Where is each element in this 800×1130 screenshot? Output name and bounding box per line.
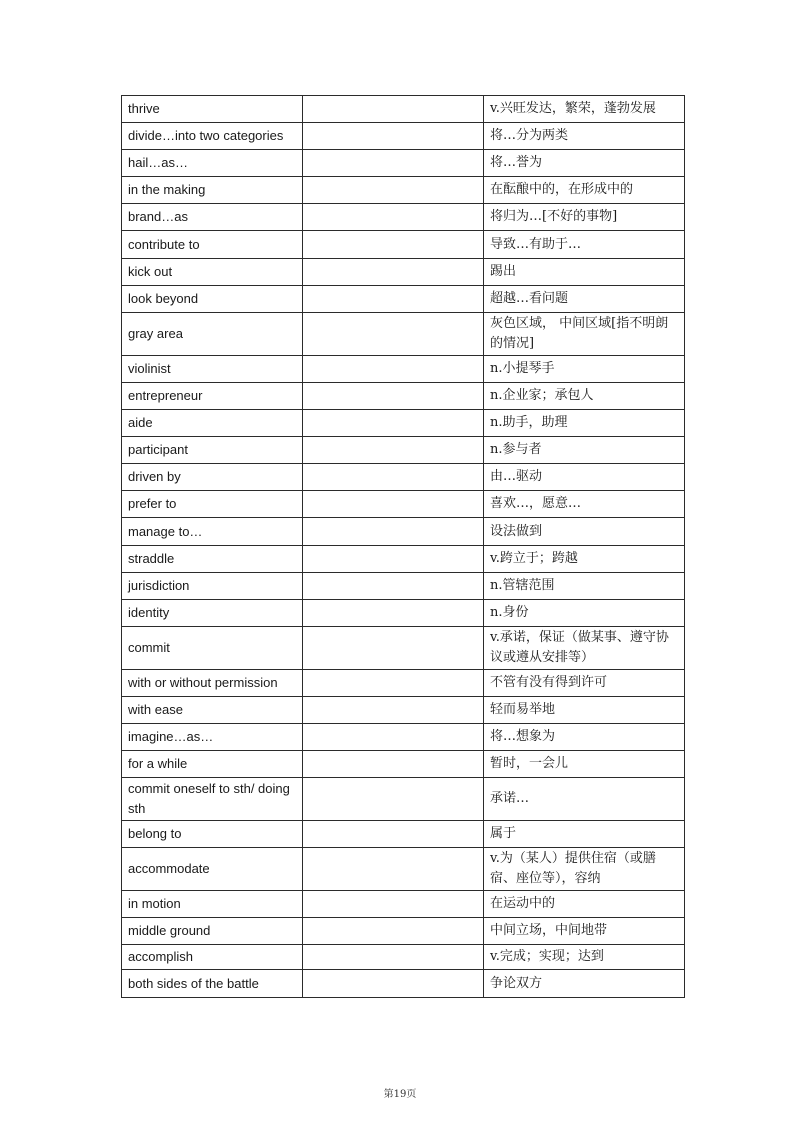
chinese-translation: 喜欢…，愿意… [484, 491, 685, 518]
vocabulary-table [121, 95, 685, 998]
chinese-translation: 超越…看问题 [484, 286, 685, 313]
table-row [122, 751, 685, 778]
english-term: driven by [122, 464, 303, 491]
chinese-translation: 灰色区域， 中间区域[指不明朗的情况] [484, 313, 685, 356]
blank-cell [303, 150, 484, 177]
chinese-translation: n.企业家；承包人 [484, 383, 685, 410]
table-row [122, 918, 685, 945]
english-term: manage to… [122, 518, 303, 546]
chinese-translation: 不管有没有得到许可 [484, 670, 685, 697]
english-term: prefer to [122, 491, 303, 518]
table-row [122, 150, 685, 177]
blank-cell [303, 383, 484, 410]
table-row [122, 546, 685, 573]
table-row [122, 231, 685, 259]
table-row [122, 356, 685, 383]
table-row [122, 627, 685, 670]
english-term: identity [122, 600, 303, 627]
table-row [122, 313, 685, 356]
table-row [122, 821, 685, 848]
blank-cell [303, 945, 484, 970]
blank-cell [303, 96, 484, 123]
blank-cell [303, 670, 484, 697]
table-row [122, 383, 685, 410]
chinese-translation: n.小提琴手 [484, 356, 685, 383]
chinese-translation: 导致…有助于… [484, 231, 685, 259]
english-term: contribute to [122, 231, 303, 259]
blank-cell [303, 627, 484, 670]
english-term: both sides of the battle [122, 970, 303, 998]
english-term: violinist [122, 356, 303, 383]
blank-cell [303, 259, 484, 286]
table-row [122, 123, 685, 150]
table-row [122, 177, 685, 204]
chinese-translation: v.承诺，保证（做某事、遵守协议或遵从安排等） [484, 627, 685, 670]
blank-cell [303, 848, 484, 891]
english-term: in the making [122, 177, 303, 204]
chinese-translation: 将…想象为 [484, 724, 685, 751]
blank-cell [303, 286, 484, 313]
table-row [122, 778, 685, 821]
chinese-translation: 将归为…[不好的事物] [484, 204, 685, 231]
blank-cell [303, 491, 484, 518]
english-term: aide [122, 410, 303, 437]
blank-cell [303, 751, 484, 778]
english-term: commit [122, 627, 303, 670]
table-row [122, 259, 685, 286]
english-term: accommodate [122, 848, 303, 891]
blank-cell [303, 697, 484, 724]
english-term: divide…into two categories [122, 123, 303, 150]
table-row [122, 464, 685, 491]
chinese-translation: v.完成；实现；达到 [484, 945, 685, 970]
english-term: belong to [122, 821, 303, 848]
chinese-translation: 在酝酿中的，在形成中的 [484, 177, 685, 204]
blank-cell [303, 231, 484, 259]
table-row [122, 848, 685, 891]
table-row [122, 410, 685, 437]
chinese-translation: 承诺… [484, 778, 685, 821]
chinese-translation: 中间立场，中间地带 [484, 918, 685, 945]
chinese-translation: v.跨立于；跨越 [484, 546, 685, 573]
english-term: hail…as… [122, 150, 303, 177]
chinese-translation: 踢出 [484, 259, 685, 286]
chinese-translation: n.助手，助理 [484, 410, 685, 437]
chinese-translation: 由…驱动 [484, 464, 685, 491]
chinese-translation: n.身份 [484, 600, 685, 627]
table-row [122, 724, 685, 751]
english-term: participant [122, 437, 303, 464]
table-row [122, 491, 685, 518]
english-term: in motion [122, 891, 303, 918]
chinese-translation: v.兴旺发达，繁荣，蓬勃发展 [484, 96, 685, 123]
table-row [122, 96, 685, 123]
blank-cell [303, 123, 484, 150]
chinese-translation: 将…分为两类 [484, 123, 685, 150]
blank-cell [303, 177, 484, 204]
blank-cell [303, 437, 484, 464]
vocabulary-table-body [122, 96, 685, 998]
table-row [122, 286, 685, 313]
english-term: with ease [122, 697, 303, 724]
table-row [122, 600, 685, 627]
blank-cell [303, 356, 484, 383]
blank-cell [303, 918, 484, 945]
table-row [122, 573, 685, 600]
english-term: gray area [122, 313, 303, 356]
table-row [122, 518, 685, 546]
english-term: thrive [122, 96, 303, 123]
english-term: kick out [122, 259, 303, 286]
table-row [122, 891, 685, 918]
chinese-translation: 暂时，一会儿 [484, 751, 685, 778]
table-row [122, 670, 685, 697]
english-term: look beyond [122, 286, 303, 313]
english-term: accomplish [122, 945, 303, 970]
english-term: brand…as [122, 204, 303, 231]
chinese-translation: v.为（某人）提供住宿（或膳宿、座位等），容纳 [484, 848, 685, 891]
english-term: for a while [122, 751, 303, 778]
chinese-translation: 争论双方 [484, 970, 685, 998]
table-row [122, 970, 685, 998]
chinese-translation: n.参与者 [484, 437, 685, 464]
page-number: 第19页 [383, 1089, 417, 1100]
table-row [122, 204, 685, 231]
blank-cell [303, 821, 484, 848]
blank-cell [303, 600, 484, 627]
english-term: entrepreneur [122, 383, 303, 410]
english-term: imagine…as… [122, 724, 303, 751]
blank-cell [303, 518, 484, 546]
blank-cell [303, 724, 484, 751]
blank-cell [303, 410, 484, 437]
blank-cell [303, 546, 484, 573]
chinese-translation: 属于 [484, 821, 685, 848]
blank-cell [303, 204, 484, 231]
chinese-translation: 在运动中的 [484, 891, 685, 918]
blank-cell [303, 970, 484, 998]
table-row [122, 697, 685, 724]
chinese-translation: 设法做到 [484, 518, 685, 546]
chinese-translation: 轻而易举地 [484, 697, 685, 724]
english-term: commit oneself to sth/ doing sth [122, 778, 303, 821]
blank-cell [303, 891, 484, 918]
table-row [122, 437, 685, 464]
blank-cell [303, 313, 484, 356]
blank-cell [303, 464, 484, 491]
english-term: straddle [122, 546, 303, 573]
table-row [122, 945, 685, 970]
chinese-translation: 将…誉为 [484, 150, 685, 177]
chinese-translation: n.管辖范围 [484, 573, 685, 600]
english-term: middle ground [122, 918, 303, 945]
english-term: jurisdiction [122, 573, 303, 600]
english-term: with or without permission [122, 670, 303, 697]
blank-cell [303, 778, 484, 821]
blank-cell [303, 573, 484, 600]
